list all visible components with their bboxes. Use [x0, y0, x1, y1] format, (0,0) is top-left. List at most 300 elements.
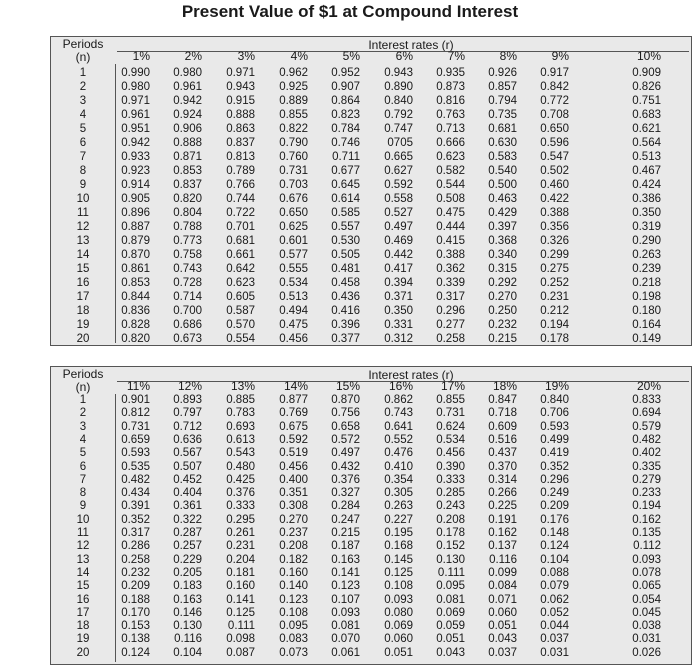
- table-cell: 0.728: [173, 277, 202, 289]
- period-number: 2: [79, 407, 87, 420]
- table-cell: 0.391: [121, 500, 150, 513]
- table-cell: 0.564: [632, 137, 661, 149]
- table-cell: 0.037: [488, 646, 517, 659]
- period-number: 3: [79, 420, 87, 433]
- table-cell: 0.661: [226, 249, 255, 261]
- table-cell: 0.686: [173, 319, 202, 331]
- table-cell: 0.204: [226, 553, 255, 566]
- table-cell: 0.432: [331, 460, 360, 473]
- table-cell: 0.593: [121, 447, 150, 460]
- table-cell: 0.140: [279, 580, 308, 593]
- table-cell: 0.296: [436, 305, 465, 317]
- table-cell: 0.623: [436, 151, 465, 163]
- table-cell: 0.059: [436, 620, 465, 633]
- table-cell: 0.266: [488, 487, 517, 500]
- table-cell: 0.279: [632, 473, 661, 486]
- table-cell: 0.540: [488, 165, 517, 177]
- table-cell: 0.700: [173, 305, 202, 317]
- table-cell: 0.497: [384, 221, 413, 233]
- table-cell: 0.130: [173, 620, 202, 633]
- table-cell: 0.855: [279, 109, 308, 121]
- rate-header: 15%: [335, 379, 360, 393]
- table-cell: 0.232: [121, 566, 150, 579]
- table-cell: 0.925: [279, 81, 308, 93]
- table-cell: 0.513: [279, 291, 308, 303]
- table-cell: 0.962: [279, 67, 308, 79]
- table-cell: 0.714: [173, 291, 202, 303]
- table-cell: 0.842: [540, 81, 569, 93]
- table-cell: 0.862: [384, 394, 413, 406]
- table-cell: 0.676: [279, 193, 308, 205]
- table-cell: 0.340: [488, 249, 517, 261]
- table-cell: 0.370: [488, 460, 517, 473]
- table-cell: 0.299: [540, 249, 569, 261]
- table-cell: 0.857: [488, 81, 517, 93]
- table-cell: 0.870: [121, 249, 150, 261]
- table-cell: 0.194: [540, 319, 569, 331]
- table-cell: 0.456: [279, 460, 308, 473]
- table-cell: 0.888: [173, 137, 202, 149]
- table-cell: 0.645: [331, 179, 360, 191]
- table-cell: 0.877: [279, 394, 308, 406]
- period-number: 18: [76, 620, 90, 633]
- table-cell: 0.887: [121, 221, 150, 233]
- table-cell: 0.130: [436, 553, 465, 566]
- table-cell: 0.901: [121, 394, 150, 406]
- table-cell: 0.871: [173, 151, 202, 163]
- table-cell: 0.424: [632, 179, 661, 191]
- table-cell: 0.677: [331, 165, 360, 177]
- table-cell: 0.182: [279, 553, 308, 566]
- table-cell: 0.458: [331, 277, 360, 289]
- table-cell: 0.084: [488, 580, 517, 593]
- table-cell: 0.388: [436, 249, 465, 261]
- table-cell: 0.163: [173, 593, 202, 606]
- table-cell: 0.081: [436, 593, 465, 606]
- rate-header: 11%: [126, 379, 150, 393]
- table-cell: 0.331: [384, 319, 413, 331]
- table-cell: 0.836: [121, 305, 150, 317]
- table-cell: 0.162: [632, 513, 661, 526]
- table-cell: 0.596: [540, 137, 569, 149]
- table-cell: 0.402: [632, 447, 661, 460]
- table-cell: 0.980: [173, 67, 202, 79]
- table-cell: 0.567: [173, 447, 202, 460]
- table-cell: 0.482: [632, 433, 661, 446]
- rate-header: 7%: [447, 49, 465, 63]
- table-cell: 0.943: [384, 67, 413, 79]
- table-cell: 0.890: [384, 81, 413, 93]
- table-cell: 0.482: [121, 473, 150, 486]
- table-cell: 0.731: [121, 420, 150, 433]
- table-cell: 0.494: [279, 305, 308, 317]
- table-cell: 0.476: [384, 447, 413, 460]
- table-cell: 0.043: [436, 646, 465, 659]
- table-cell: 0.758: [173, 249, 202, 261]
- table-cell: 0.837: [226, 137, 255, 149]
- period-number: 6: [79, 137, 87, 149]
- table-cell: 0.225: [488, 500, 517, 513]
- table-cell: 0.760: [279, 151, 308, 163]
- table-cell: 0.475: [279, 319, 308, 331]
- table-cell: 0.885: [226, 394, 255, 406]
- periods-label: Periods: [62, 367, 104, 381]
- period-number: 8: [79, 487, 87, 500]
- rate-header: 17%: [440, 379, 465, 393]
- table-cell: 0.905: [121, 193, 150, 205]
- table-cell: 0.031: [632, 633, 661, 646]
- period-number: 12: [76, 540, 90, 553]
- table-cell: 0.045: [632, 606, 661, 619]
- table-cell: 0.673: [173, 333, 202, 345]
- period-number: 20: [76, 333, 90, 345]
- table-cell: 0.351: [279, 487, 308, 500]
- rate-header: 16%: [388, 379, 413, 393]
- table-cell: 0.031: [540, 646, 569, 659]
- table-cell: 0.277: [436, 319, 465, 331]
- table-cell: 0.043: [488, 633, 517, 646]
- table-cell: 0.861: [121, 263, 150, 275]
- table-cell: 0.187: [331, 540, 360, 553]
- table-cell: 0.148: [540, 527, 569, 539]
- table-cell: 0.326: [540, 235, 569, 247]
- table-cell: 0.952: [331, 67, 360, 79]
- table-cell: 0.231: [540, 291, 569, 303]
- pv-table-1-to-10-percent: [50, 36, 692, 346]
- table-cell: 0.585: [331, 207, 360, 219]
- table-cell: 0.319: [632, 221, 661, 233]
- table-cell: 0.675: [279, 420, 308, 433]
- table-cell: 0.162: [488, 527, 517, 539]
- table-cell: 0.784: [331, 123, 360, 135]
- table-cell: 0.543: [226, 447, 255, 460]
- table-cell: 0.592: [384, 179, 413, 191]
- rate-header: 1%: [132, 49, 150, 63]
- table-cell: 0.863: [226, 123, 255, 135]
- table-cell: 0.456: [279, 333, 308, 345]
- table-cell: 0.410: [384, 460, 413, 473]
- table-cell: 0705: [387, 137, 413, 149]
- table-cell: 0.500: [488, 179, 517, 191]
- table-cell: 0.587: [226, 305, 255, 317]
- table-cell: 0.743: [384, 407, 413, 420]
- table-cell: 0.744: [226, 193, 255, 205]
- table-cell: 0.296: [540, 473, 569, 486]
- table-cell: 0.746: [331, 137, 360, 149]
- table-cell: 0.208: [436, 513, 465, 526]
- table-cell: 0.425: [226, 473, 255, 486]
- period-number: 11: [77, 527, 89, 539]
- table-cell: 0.557: [331, 221, 360, 233]
- table-cell: 0.098: [226, 633, 255, 646]
- period-number: 3: [79, 95, 87, 107]
- table-cell: 0.124: [121, 646, 150, 659]
- table-cell: 0.123: [331, 580, 360, 593]
- table-cell: 0.180: [632, 305, 661, 317]
- table-cell: 0.823: [331, 109, 360, 121]
- table-cell: 0.507: [173, 460, 202, 473]
- table-cell: 0.828: [121, 319, 150, 331]
- table-cell: 0.888: [226, 109, 255, 121]
- table-cell: 0.209: [540, 500, 569, 513]
- table-cell: 0.837: [173, 179, 202, 191]
- table-cell: 0.804: [173, 207, 202, 219]
- table-cell: 0.361: [173, 500, 202, 513]
- period-number: 16: [76, 277, 90, 289]
- table-cell: 0.853: [173, 165, 202, 177]
- periods-header: [52, 38, 114, 64]
- table-cell: 0.390: [436, 460, 465, 473]
- table-cell: 0.164: [632, 319, 661, 331]
- table-cell: 0.822: [279, 123, 308, 135]
- table-cell: 0.926: [488, 67, 517, 79]
- table-cell: 0.149: [632, 333, 661, 345]
- table-cell: 0.665: [384, 151, 413, 163]
- table-cell: 0.820: [173, 193, 202, 205]
- table-cell: 0.933: [121, 151, 150, 163]
- table-cell: 0.456: [436, 447, 465, 460]
- table-cell: 0.419: [540, 447, 569, 460]
- table-cell: 0.037: [540, 633, 569, 646]
- table-cell: 0.583: [488, 151, 517, 163]
- table-cell: 0.641: [384, 420, 413, 433]
- table-cell: 0.079: [540, 580, 569, 593]
- table-cell: 0.658: [331, 420, 360, 433]
- table-cell: 0.731: [279, 165, 308, 177]
- table-cell: 0.434: [121, 487, 150, 500]
- rate-header: 18%: [492, 379, 517, 393]
- table-cell: 0.227: [384, 513, 413, 526]
- table-cell: 0.198: [632, 291, 661, 303]
- table-cell: 0.609: [488, 420, 517, 433]
- table-cell: 0.247: [331, 513, 360, 526]
- table-cell: 0.065: [632, 580, 661, 593]
- table-cell: 0.659: [121, 433, 150, 446]
- table-cell: 0.475: [436, 207, 465, 219]
- table-cell: 0.026: [632, 646, 661, 659]
- rate-header: 5%: [342, 49, 360, 63]
- table-cell: 0.388: [540, 207, 569, 219]
- table-cell: 0.530: [331, 235, 360, 247]
- table-cell: 0.855: [436, 394, 465, 406]
- rate-header: 8%: [499, 49, 517, 63]
- table-cell: 0.502: [540, 165, 569, 177]
- table-cell: 0.087: [226, 646, 255, 659]
- table-cell: 0.879: [121, 235, 150, 247]
- table-cell: 0.906: [173, 123, 202, 135]
- rate-header: 4%: [290, 49, 308, 63]
- table-cell: 0.394: [384, 277, 413, 289]
- table-cell: 0.275: [540, 263, 569, 275]
- table-cell: 0.508: [436, 193, 465, 205]
- table-cell: 0.480: [226, 460, 255, 473]
- table-cell: 0.703: [279, 179, 308, 191]
- table-cell: 0.833: [632, 394, 661, 406]
- table-cell: 0.108: [384, 580, 413, 593]
- n-label: (n): [75, 50, 91, 64]
- table-cell: 0.592: [279, 433, 308, 446]
- table-cell: 0.088: [540, 566, 569, 579]
- table-cell: 0.371: [384, 291, 413, 303]
- table-cell: 0.188: [121, 593, 150, 606]
- table-cell: 0.170: [121, 606, 150, 619]
- table-cell: 0.051: [488, 620, 517, 633]
- table-cell: 0.257: [173, 540, 202, 553]
- table-cell: 0.350: [632, 207, 661, 219]
- table-cell: 0.141: [331, 566, 360, 579]
- table-cell: 0.735: [488, 109, 517, 121]
- period-number: 10: [76, 513, 90, 526]
- table-cell: 0.772: [540, 95, 569, 107]
- table-cell: 0.183: [173, 580, 202, 593]
- table-cell: 0.160: [226, 580, 255, 593]
- table-cell: 0.792: [384, 109, 413, 121]
- table-cell: 0.052: [540, 606, 569, 619]
- table-cell: 0.613: [226, 433, 255, 446]
- table-cell: 0.844: [121, 291, 150, 303]
- rate-header: 2%: [184, 49, 202, 63]
- table-cell: 0.073: [279, 646, 308, 659]
- table-cell: 0.534: [436, 433, 465, 446]
- table-cell: 0.400: [279, 473, 308, 486]
- table-cell: 0.093: [331, 606, 360, 619]
- table-cell: 0.789: [226, 165, 255, 177]
- table-cell: 0.116: [174, 633, 202, 646]
- table-cell: 0.722: [226, 207, 255, 219]
- table-cell: 0.747: [384, 123, 413, 135]
- table-cell: 0.923: [121, 165, 150, 177]
- table-cell: 0.315: [488, 263, 517, 275]
- table-cell: 0.816: [436, 95, 465, 107]
- table-cell: 0.547: [540, 151, 569, 163]
- table-cell: 0.630: [488, 137, 517, 149]
- table-cell: 0.909: [632, 67, 661, 79]
- table-cell: 0.095: [279, 620, 308, 633]
- table-cell: 0.961: [173, 81, 202, 93]
- page-title: Present Value of $1 at Compound Interest: [181, 2, 519, 21]
- table-cell: 0.081: [331, 620, 360, 633]
- period-number: 4: [79, 433, 87, 446]
- table-cell: 0.205: [173, 566, 202, 579]
- table-cell: 0.181: [226, 566, 255, 579]
- table-cell: 0.790: [279, 137, 308, 149]
- table-cell: 0.847: [488, 394, 517, 406]
- period-number: 13: [76, 235, 90, 247]
- period-number: 9: [79, 179, 87, 191]
- table-cell: 0.442: [384, 249, 413, 261]
- period-number: 14: [76, 566, 90, 579]
- table-cell: 0.327: [331, 487, 360, 500]
- table-cell: 0.376: [331, 473, 360, 486]
- interest-rates-header: Interest rates (r): [368, 368, 454, 382]
- table-cell: 0.104: [540, 553, 569, 566]
- table-cell: 0.263: [384, 500, 413, 513]
- table-cell: 0.614: [331, 193, 360, 205]
- table-cell: 0.208: [279, 540, 308, 553]
- table-cell: 0.062: [540, 593, 569, 606]
- table-cell: 0.708: [540, 109, 569, 121]
- table-cell: 0.624: [436, 420, 465, 433]
- table-cell: 0.452: [173, 473, 202, 486]
- rate-header: 9%: [551, 49, 569, 63]
- table-cell: 0.270: [279, 513, 308, 526]
- table-cell: 0.194: [632, 500, 661, 513]
- table-cell: 0.625: [279, 221, 308, 233]
- table-cell: 0.497: [331, 447, 360, 460]
- table-cell: 0.352: [540, 460, 569, 473]
- period-number: 4: [79, 109, 87, 121]
- table-cell: 0.889: [279, 95, 308, 107]
- table-cell: 0.812: [121, 407, 150, 420]
- table-cell: 0.060: [488, 606, 517, 619]
- table-cell: 0.112: [633, 540, 661, 553]
- table-cell: 0.138: [121, 633, 150, 646]
- table-cell: 0.558: [384, 193, 413, 205]
- table-cell: 0.416: [331, 305, 360, 317]
- table-cell: 0.706: [540, 407, 569, 420]
- table-cell: 0.769: [279, 407, 308, 420]
- table-cell: 0.788: [173, 221, 202, 233]
- period-number: 1: [79, 67, 87, 79]
- period-number: 15: [76, 263, 90, 275]
- table-cell: 0.176: [540, 513, 569, 526]
- period-number: 19: [76, 319, 90, 331]
- table-cell: 0.397: [488, 221, 517, 233]
- table-cell: 0.773: [173, 235, 202, 247]
- table-cell: 0.305: [384, 487, 413, 500]
- table-cell: 0.270: [488, 291, 517, 303]
- table-cell: 0.864: [331, 95, 360, 107]
- table-cell: 0.333: [226, 500, 255, 513]
- period-number: 20: [76, 646, 90, 659]
- table-cell: 0.051: [384, 646, 413, 659]
- table-cell: 0.317: [436, 291, 465, 303]
- table-cell: 0.069: [436, 606, 465, 619]
- table-cell: 0.178: [436, 527, 465, 539]
- table-cell: 0.463: [488, 193, 517, 205]
- table-cell: 0.099: [488, 566, 517, 579]
- periods-label: Periods: [62, 37, 104, 51]
- table-cell: 0.258: [121, 553, 150, 566]
- table-cell: 0.287: [173, 527, 202, 539]
- period-number: 12: [76, 221, 90, 233]
- table-cell: 0.078: [632, 566, 661, 579]
- table-cell: 0.232: [488, 319, 517, 331]
- table-cell: 0.285: [436, 487, 465, 500]
- table-cell: 0.322: [173, 513, 202, 526]
- table-cell: 0.527: [384, 207, 413, 219]
- period-number: 1: [79, 394, 87, 406]
- table-cell: 0.258: [436, 333, 465, 345]
- table-cell: 0.060: [384, 633, 413, 646]
- table-cell: 0.951: [121, 123, 150, 135]
- table-cell: 0.308: [279, 500, 308, 513]
- rate-header: 14%: [283, 379, 308, 393]
- table-cell: 0.111: [437, 566, 465, 579]
- table-cell: 0.605: [226, 291, 255, 303]
- table-cell: 0.621: [632, 123, 661, 135]
- table-cell: 0.051: [436, 633, 465, 646]
- table-cell: 0.339: [436, 277, 465, 289]
- period-number: 17: [76, 291, 90, 303]
- table-cell: 0.797: [173, 407, 202, 420]
- rate-header: 13%: [230, 379, 255, 393]
- table-cell: 0.212: [540, 305, 569, 317]
- table-cell: 0.249: [540, 487, 569, 500]
- rate-header: 10%: [636, 49, 661, 63]
- period-number: 16: [76, 593, 90, 606]
- table-cell: 0.813: [226, 151, 255, 163]
